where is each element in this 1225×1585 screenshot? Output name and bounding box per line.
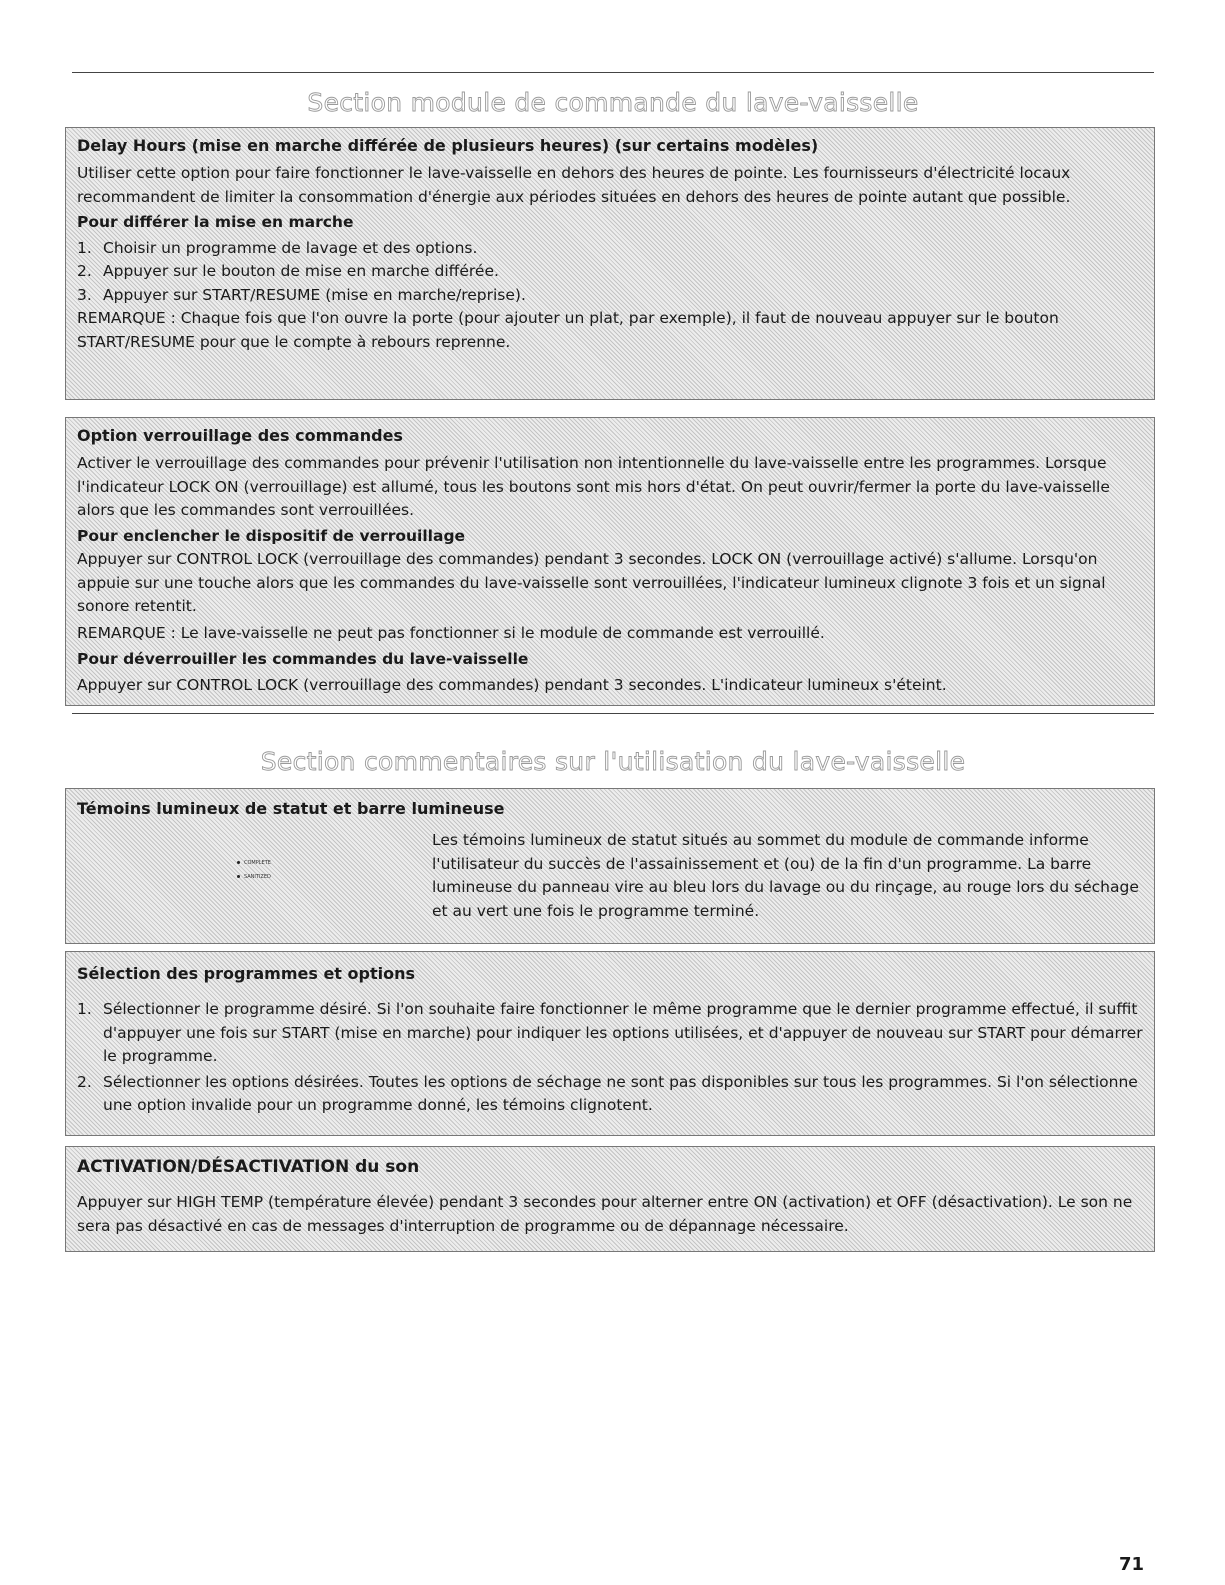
delay-hours-subheading: Pour différer la mise en marche <box>77 213 354 231</box>
list-item: 2. Appuyer sur le bouton de mise en marche différée. <box>77 262 499 280</box>
control-lock-box <box>65 417 1155 706</box>
page-number: 71 <box>1119 1554 1145 1575</box>
delay-hours-title: Delay Hours (mise en marche différée de plusieurs heures) (sur certains modèles) <box>77 136 819 155</box>
status-lights-illustration <box>77 829 432 923</box>
status-lights-title: Témoins lumineux de statut et barre lumineuse <box>77 799 505 818</box>
delay-hours-intro: Utiliser cette option pour faire fonctionner le lave-vaisselle en dehors des heures de pointe. Les fournisseurs d'électricité locaux recommandent de limiter la consommation d'énergie aux périodes situées en dehors des heures de pointe autant que possible. <box>77 164 1071 206</box>
program-selection-box <box>65 951 1155 1136</box>
control-lock-note: REMARQUE : Le lave-vaisselle ne peut pas fonctionner si le module de commande est verrouillé. <box>77 623 825 642</box>
sanitized-indicator: SANITIZED <box>237 874 271 880</box>
delay-hours-steps <box>77 237 1143 308</box>
list-item: 1. Sélectionner le programme désiré. Si l'on souhaite faire fonctionner le même programme que le dernier programme effectué, il suffit d'appuyer une fois sur START (mise en marche) pour indiquer les options utilisées, et d'appuyer de nouveau sur START pour démarrer le programme. <box>77 1000 1143 1065</box>
delay-hours-note: REMARQUE : Chaque fois que l'on ouvre la porte (pour ajouter un plat, par exemple), il faut de nouveau appuyer sur le bouton START/RESUME pour que le compte à rebours reprenne. <box>77 309 1059 351</box>
control-lock-intro: Activer le verrouillage des commandes pour prévenir l'utilisation non intentionnelle du lave-vaisselle entre les programmes. Lorsque l'indicateur LOCK ON (verrouillage) est allumé, tous les boutons sont mis hors d'état. On peut ouvrir/fermer la porte du lave-vaisselle alors que les commandes sont verrouillées. <box>77 454 1110 519</box>
control-lock-text2: Appuyer sur CONTROL LOCK (verrouillage des commandes) pendant 3 secondes. L'indicateur lumineux s'éteint. <box>77 675 947 694</box>
complete-indicator: COMPLETE <box>237 860 271 866</box>
list-item: 1. Choisir un programme de lavage et des options. <box>77 238 478 257</box>
delay-hours-box <box>65 127 1155 400</box>
program-selection-steps <box>77 998 1143 1118</box>
dot-icon <box>237 861 240 864</box>
list-item: 2. Sélectionner les options désirées. Toutes les options de séchage ne sont pas disponibles sur tous les programmes. Si l'on sélectionne une option invalide pour un programme donné, les témoins clignotent. <box>77 1072 1138 1114</box>
sound-box <box>65 1146 1155 1252</box>
status-lights-text: Les témoins lumineux de statut situés au sommet du module de commande informe l'utilisateur du succès de l'assainissement et (ou) de la fin d'un programme. La barre lumineuse du panneau vire au bleu lors du lavage ou du rinçage, au rouge lors du séchage et au vert une fois le programme terminé. <box>432 831 1139 920</box>
status-lights-box <box>65 788 1155 944</box>
status-lights-content <box>77 829 1143 923</box>
sound-title: ACTIVATION/DÉSACTIVATION du son <box>77 1157 420 1177</box>
section-title-control-module: Section module de commande du lave-vaisselle <box>307 88 919 117</box>
middle-rule <box>72 713 1154 714</box>
control-lock-sub2: Pour déverrouiller les commandes du lave-vaisselle <box>77 650 529 668</box>
list-item: 3. Appuyer sur START/RESUME (mise en marche/reprise). <box>77 285 526 304</box>
section-title-usage: Section commentaires sur l'utilisation du lave-vaisselle <box>260 747 966 776</box>
dot-icon <box>237 875 240 878</box>
control-lock-text1: Appuyer sur CONTROL LOCK (verrouillage des commandes) pendant 3 secondes. LOCK ON (verrouillage activé) s'allume. Lorsqu'on appuie sur une touche alors que les commandes du lave-vaisselle sont verrouillées, l'indicateur lumineux clignote 3 fois et un signal sonore retentit. <box>77 550 1106 615</box>
control-lock-title: Option verrouillage des commandes <box>77 426 403 445</box>
top-rule <box>72 72 1154 73</box>
control-lock-sub1: Pour enclencher le dispositif de verrouillage <box>77 526 466 545</box>
program-selection-title: Sélection des programmes et options <box>77 964 415 983</box>
sound-text: Appuyer sur HIGH TEMP (température élevée) pendant 3 secondes pour alterner entre ON (activation) et OFF (désactivation). Le son ne sera pas désactivé en cas de messages d'interruption de programme ou de dépannage nécessaire. <box>77 1193 1133 1235</box>
status-lights-text-wrap <box>432 829 1143 923</box>
